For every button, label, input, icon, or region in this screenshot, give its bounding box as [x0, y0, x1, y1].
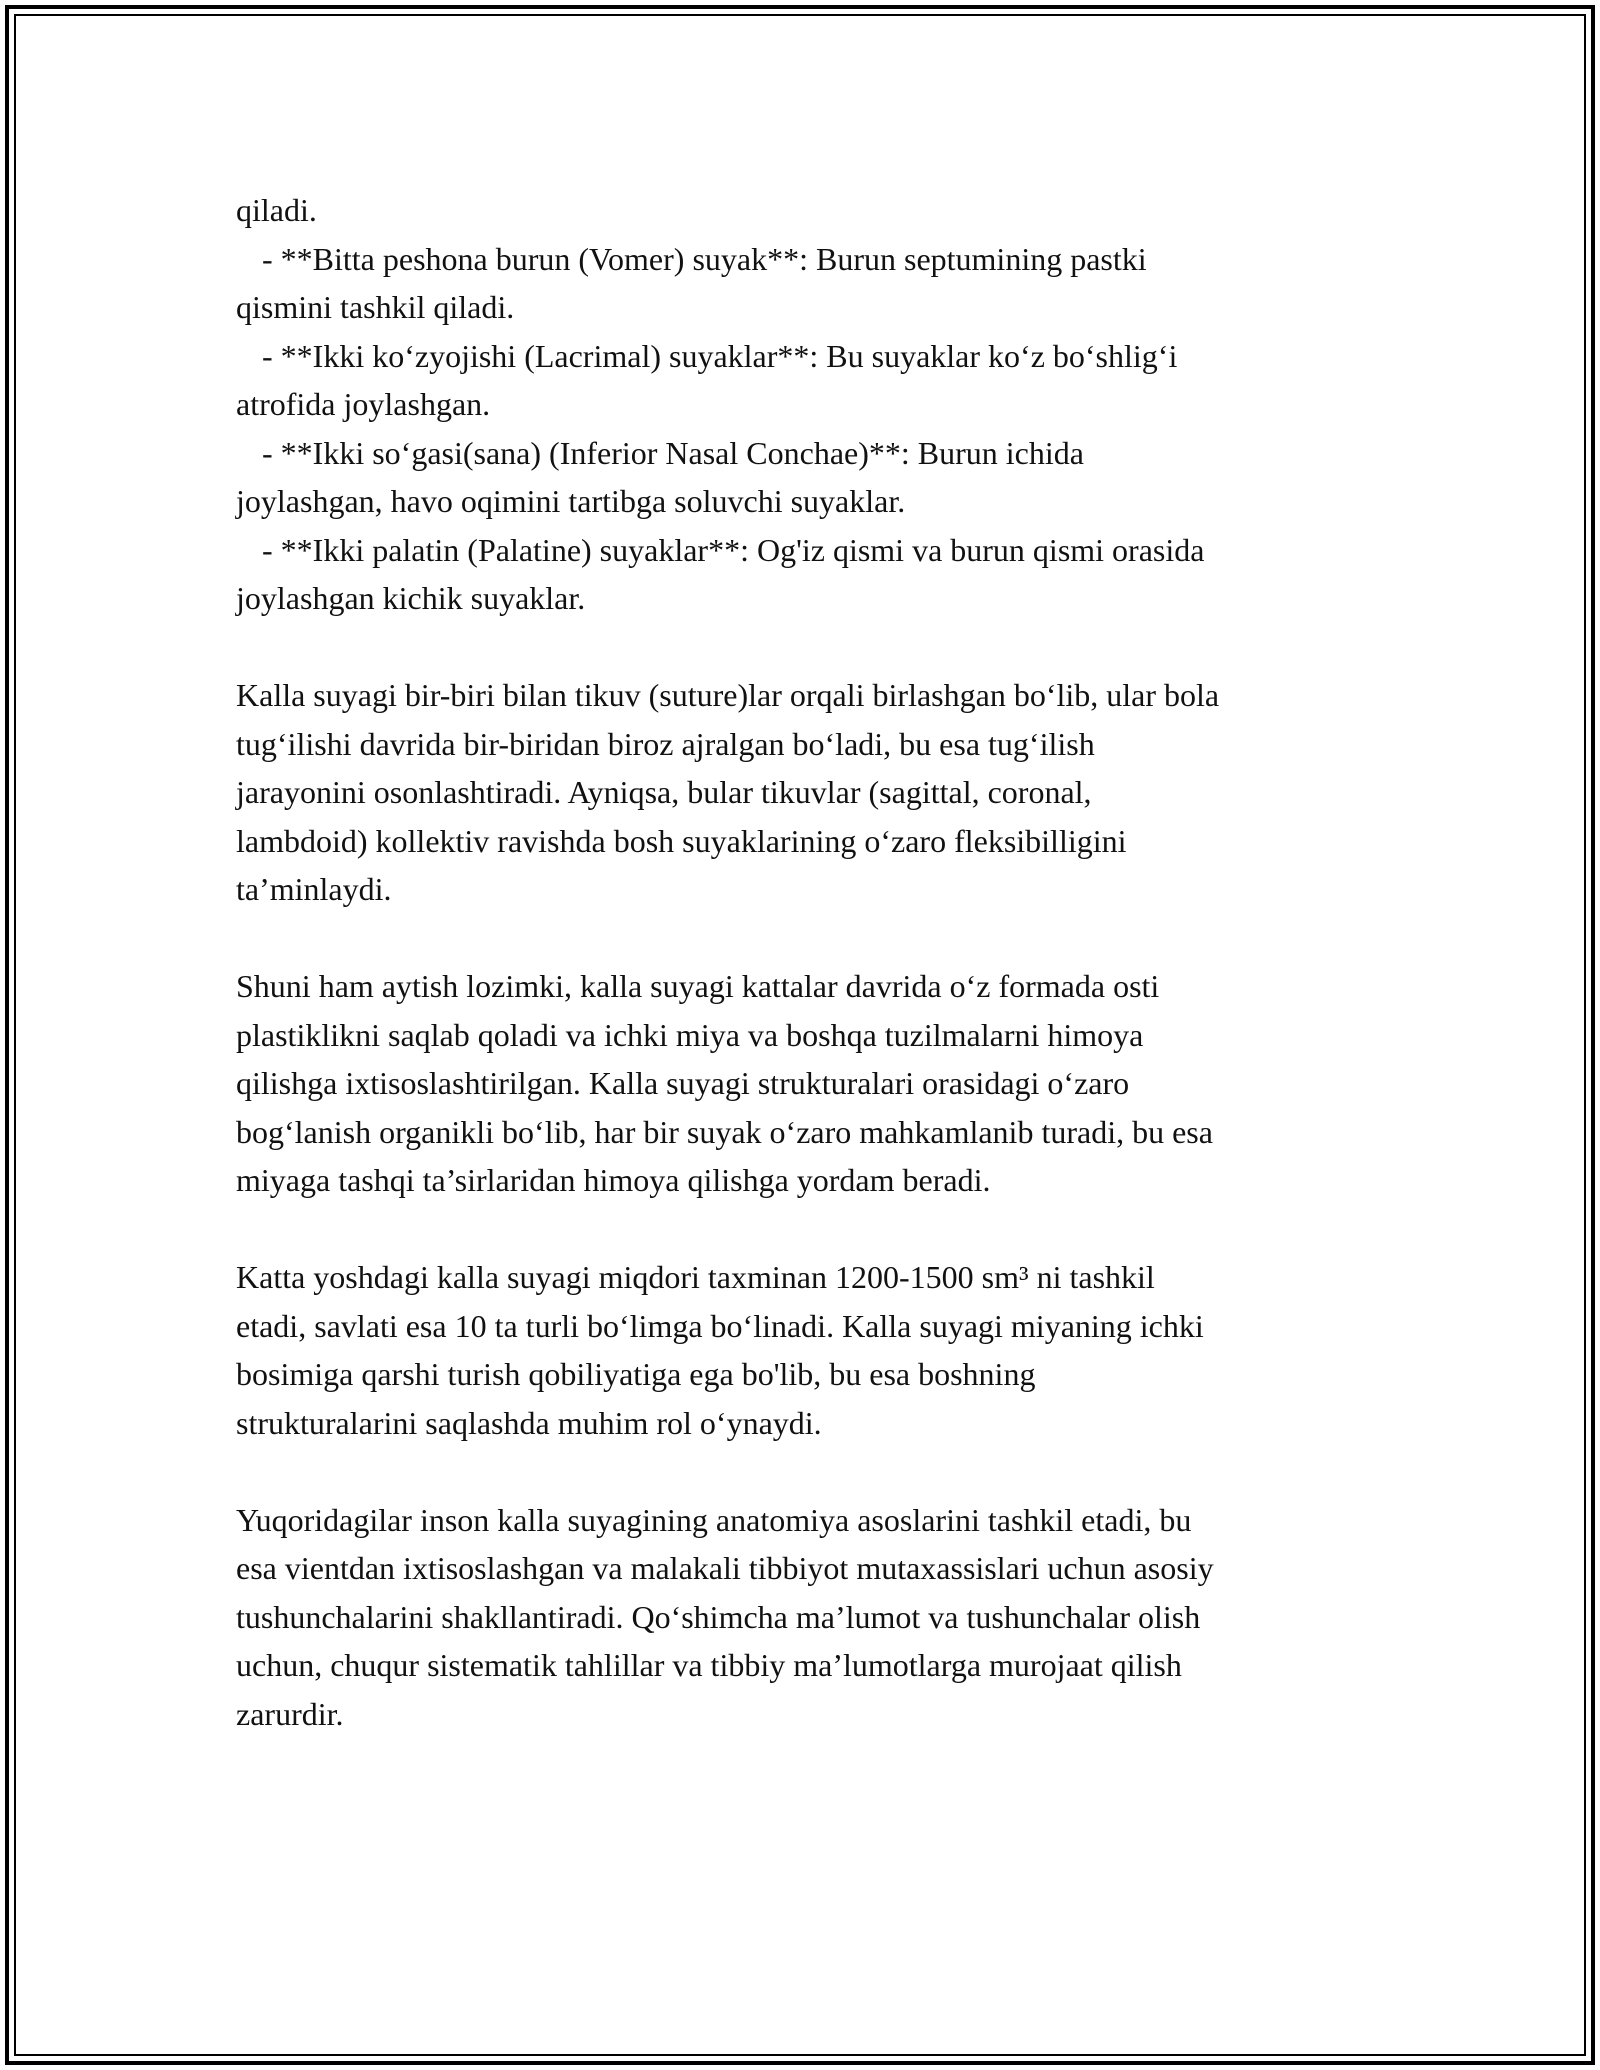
paragraph-line: etadi, savlati esa 10 ta turli bo‘limga bo‘linadi. Kalla suyagi miyaning ichki	[236, 1307, 1204, 1344]
paragraph-line: tug‘ilishi davrida bir-biridan biroz ajralgan bo‘ladi, bu esa tug‘ilish	[236, 725, 1095, 762]
list-item-conchae: - **Ikki so‘gasi(sana) (Inferior Nasal Conchae)**: Burun ichida	[262, 434, 1084, 471]
paragraph-line: Katta yoshdagi kalla suyagi miqdori taxminan 1200-1500 sm³ ni tashkil	[236, 1259, 1155, 1295]
paragraph-gap	[236, 1447, 1396, 1496]
list-item-vomer: - **Bitta peshona burun (Vomer) suyak**: Burun septumining pastki	[262, 240, 1147, 277]
paragraph-gap	[236, 914, 1396, 963]
list-continuation-line: qiladi.	[236, 192, 317, 228]
paragraph-line: plastiklikni saqlab qoladi va ichki miya va boshqa tuzilmalarni himoya	[236, 1016, 1144, 1053]
paragraph-line: Kalla suyagi bir-biri bilan tikuv (suture)lar orqali birlashgan bo‘lib, ular bola	[236, 677, 1220, 713]
paragraph-line: uchun, chuqur sistematik tahlillar va tibbiy ma’lumotlarga murojaat qilish	[236, 1647, 1182, 1683]
list-item-vomer-cont: qismini tashkil qiladi.	[236, 289, 515, 325]
paragraph-line: bosimiga qarshi turish qobiliyatiga ega bo'lib, bu esa boshning	[236, 1356, 1036, 1392]
bone-list-section	[236, 186, 1396, 623]
paragraph-line: Yuqoridagilar inson kalla suyagining anatomiya asoslarini tashkil etadi, bu	[236, 1501, 1192, 1538]
paragraph-line: lambdoid) kollektiv ravishda bosh suyaklarining o‘zaro fleksibilligini	[236, 822, 1127, 859]
paragraph-line: jarayonini osonlashtiradi. Ayniqsa, bular tikuvlar (sagittal, coronal,	[236, 774, 1092, 810]
paragraph-line: esa vientdan ixtisoslashgan va malakali tibbiyot mutaxassislari uchun asosiy	[236, 1550, 1214, 1586]
paragraph-conclusion	[236, 1496, 1396, 1739]
paragraph-line: strukturalarini saqlashda muhim rol o‘ynaydi.	[236, 1404, 822, 1441]
paragraph-line: bog‘lanish organikli bo‘lib, har bir suyak o‘zaro mahkamlanib turadi, bu esa	[236, 1113, 1213, 1150]
list-item-lacrimal: - **Ikki ko‘zyojishi (Lacrimal) suyaklar**: Bu suyaklar ko‘z bo‘shlig‘i	[262, 337, 1178, 374]
paragraph-sutures	[236, 671, 1396, 914]
paragraph-line: tushunchalarini shakllantiradi. Qo‘shimcha ma’lumot va tushunchalar olish	[236, 1598, 1201, 1635]
list-item-palatine: - **Ikki palatin (Palatine) suyaklar**: Og'iz qismi va burun qismi orasida	[262, 531, 1205, 568]
paragraph-line: Shuni ham aytish lozimki, kalla suyagi kattalar davrida o‘z formada osti	[236, 968, 1160, 1004]
paragraph-line: qilishga ixtisoslashtirilgan. Kalla suyagi strukturalari orasidagi o‘zaro	[236, 1065, 1130, 1101]
paragraph-adult-skull	[236, 962, 1396, 1205]
paragraph-line: miyaga tashqi ta’sirlaridan himoya qilishga yordam beradi.	[236, 1162, 991, 1198]
paragraph-line: zarurdir.	[236, 1695, 344, 1732]
paragraph-gap	[236, 623, 1396, 672]
paragraph-skull-volume	[236, 1253, 1396, 1447]
list-item-palatine-cont: joylashgan kichik suyaklar.	[236, 580, 586, 616]
paragraph-line: ta’minlaydi.	[236, 871, 392, 907]
document-body	[236, 186, 1396, 1738]
list-item-lacrimal-cont: atrofida joylashgan.	[236, 386, 491, 422]
paragraph-gap	[236, 1205, 1396, 1254]
list-item-conchae-cont: joylashgan, havo oqimini tartibga soluvchi suyaklar.	[236, 483, 906, 519]
